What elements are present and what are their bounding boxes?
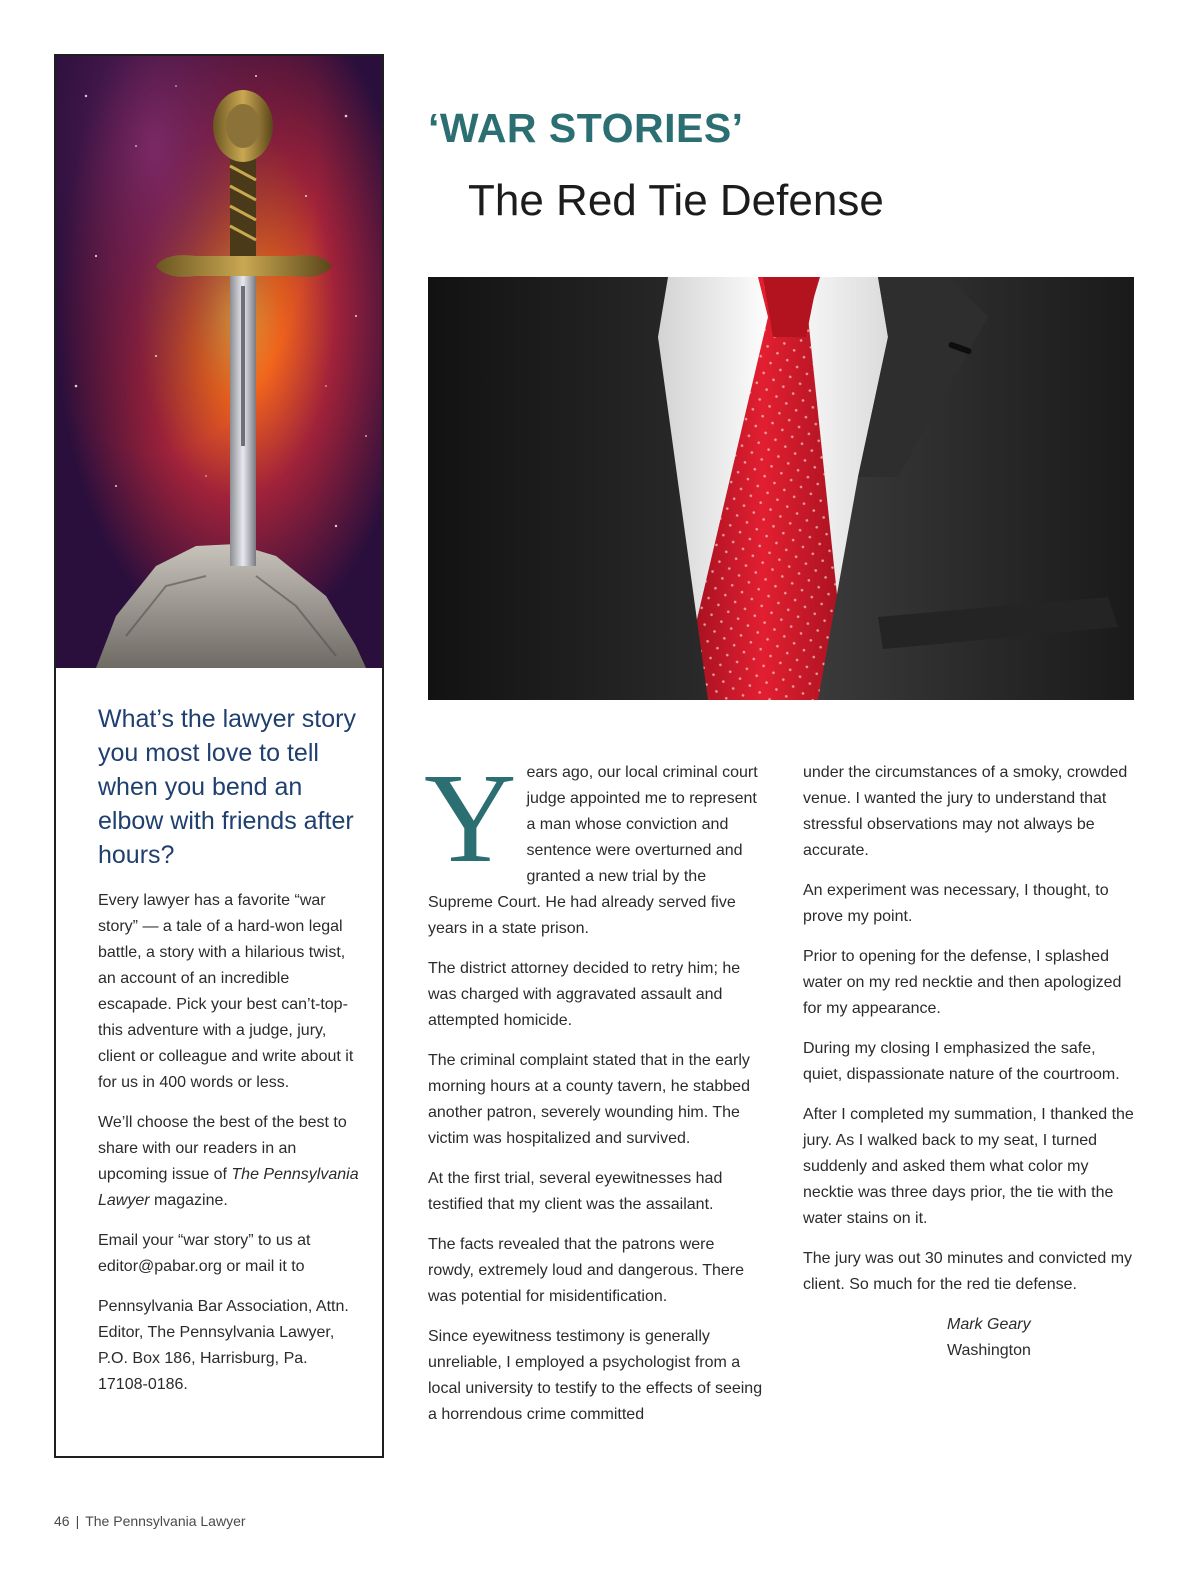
article-paragraph-text: ears ago, our local criminal court judge appointed me to represent a man whose conviction and sentence were overturned and granted a new trial by the Supreme Court. He had already served five years in a state prison.	[428, 764, 758, 937]
sidebar-text-span: magazine.	[149, 1192, 228, 1209]
article-column-1	[424, 747, 764, 1442]
sword-in-stone-image	[56, 56, 384, 668]
article-paragraph: The facts revealed that the patrons were rowdy, extremely loud and dangerous. There was potential for misidentification.	[428, 1236, 745, 1305]
author-name: Mark Geary	[947, 1316, 1031, 1333]
sidebar-text-span: We’ll choose the best of the best to share with our readers in an upcoming issue of	[98, 1114, 347, 1183]
drop-cap: Y	[424, 747, 517, 889]
article-paragraph: The jury was out 30 minutes and convicted my client. So much for the red tie defense.	[803, 1250, 1133, 1293]
sidebar-heading: What’s the lawyer story you most love to tell when you bend an elbow with friends after hours?	[98, 705, 356, 869]
article-paragraph: At the first trial, several eyewitnesses had testified that my client was the assailant.	[428, 1170, 723, 1213]
article-paragraph: The district attorney decided to retry him; he was charged with aggravated assault and attempted homicide.	[428, 960, 741, 1029]
author-location: Washington	[947, 1342, 1031, 1359]
section-kicker: ‘WAR STORIES’	[428, 105, 744, 151]
article-column-2	[803, 760, 1135, 1364]
sidebar-email-paragraph: Email your “war story” to us at editor@pabar.org or mail it to	[98, 1232, 311, 1275]
footer-separator: |	[75, 1513, 80, 1529]
article-paragraph: under the circumstances of a smoky, crowded venue. I wanted the jury to understand that stressful observations may not always be accurate.	[803, 764, 1128, 859]
call-for-stories-sidebar	[54, 54, 384, 1458]
article-paragraph: During my closing I emphasized the safe, quiet, dispassionate nature of the courtroom.	[803, 1040, 1120, 1083]
publication-name: The Pennsylvania Lawyer	[85, 1513, 246, 1529]
magazine-name: The Pennsylvania Lawyer	[98, 1166, 359, 1209]
page-number: 46	[54, 1513, 70, 1529]
sidebar-paragraph	[98, 1110, 360, 1214]
author-signature	[947, 1312, 1135, 1364]
article-paragraph	[424, 747, 764, 942]
article-paragraph: The criminal complaint stated that in the early morning hours at a county tavern, he stabbed another patron, severely wounding him. The victim was hospitalized and survived.	[428, 1052, 750, 1147]
sidebar-text	[98, 702, 360, 1412]
article-paragraph: After I completed my summation, I thanked the jury. As I walked back to my seat, I turned suddenly and asked them what color my necktie was three days prior, the tie with the water stains on it.	[803, 1106, 1134, 1227]
sidebar-address: Pennsylvania Bar Association, Attn. Editor, The Pennsylvania Lawyer, P.O. Box 186, Harrisburg, Pa. 17108-0186.	[98, 1298, 349, 1393]
article-title: The Red Tie Defense	[468, 176, 884, 225]
page-footer	[54, 1511, 246, 1531]
sidebar-paragraph: Every lawyer has a favorite “war story” — a tale of a hard-won legal battle, a story with a hilarious twist, an account of an incredible escapade. Pick your best can’t-top-this adventure with a judge, jury, client or colleague and write about it for us in 400 words or less.	[98, 892, 354, 1091]
article-paragraph: An experiment was necessary, I thought, to prove my point.	[803, 882, 1109, 925]
suit-red-tie-photo	[428, 277, 1134, 700]
article-paragraph: Since eyewitness testimony is generally unreliable, I employed a psychologist from a local university to testify to the effects of seeing a horrendous crime committed	[428, 1328, 763, 1423]
article-paragraph: Prior to opening for the defense, I splashed water on my red necktie and then apologized for my appearance.	[803, 948, 1122, 1017]
